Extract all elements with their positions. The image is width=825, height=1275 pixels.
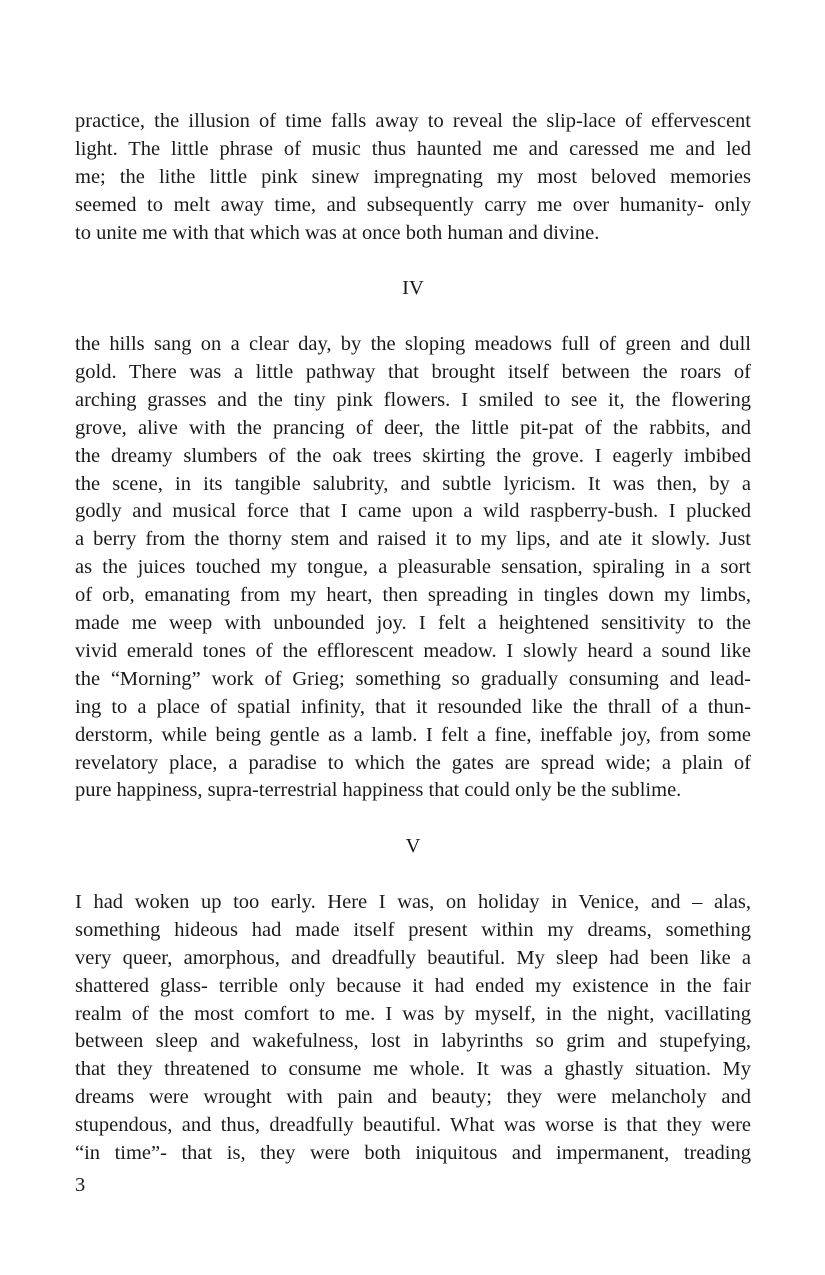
text-line: a berry from the thorny stem and raised it to my lips, and ate it slowly. Just	[75, 528, 751, 551]
text-line: derstorm, while being gentle as a lamb. I felt a fine, ineffable joy, from some	[75, 723, 751, 746]
spacer	[75, 247, 751, 275]
text-line: the “Morning” work of Grieg; something so gradually consuming and lead-	[75, 667, 751, 690]
text-line: revelatory place, a paradise to which the gates are spread wide; a plain of	[75, 751, 751, 774]
text-line: of orb, emanating from my heart, then spreading in tingles down my limbs,	[75, 584, 751, 607]
spacer	[75, 303, 751, 331]
text-line: vivid emerald tones of the efflorescent meadow. I slowly heard a sound like	[75, 639, 751, 662]
text-line: realm of the most comfort to me. I was by myself, in the night, vacillating	[75, 1002, 751, 1025]
section-heading-v: V	[405, 835, 421, 858]
paragraph-2	[75, 331, 751, 805]
text-line: grove, alive with the prancing of deer, the little pit-pat of the rabbits, and	[75, 416, 751, 439]
text-line: pure happiness, supra-terrestrial happiness that could only be the sublime.	[75, 779, 682, 802]
spacer	[75, 805, 751, 833]
text-line: the dreamy slumbers of the oak trees skirting the grove. I eagerly imbibed	[75, 444, 751, 467]
text-line: between sleep and wakefulness, lost in labyrinths so grim and stupefying,	[75, 1030, 751, 1053]
text-line: “in time”- that is, they were both iniquitous and impermanent, treading	[75, 1141, 751, 1164]
text-line: gold. There was a little pathway that brought itself between the roars of	[75, 361, 751, 384]
text-line: practice, the illusion of time falls away to reveal the slip-lace of effervescent	[75, 110, 751, 132]
text-line: arching grasses and the tiny pink flowers. I smiled to see it, the flowering	[75, 388, 751, 411]
text-line: very queer, amorphous, and dreadfully beautiful. My sleep had been like a	[75, 946, 751, 969]
paragraph-1	[75, 108, 751, 247]
paragraph-3	[75, 889, 751, 1168]
text-line: me; the lithe little pink sinew impregnating my most beloved memories	[75, 165, 751, 188]
text-line: that they threatened to consume me whole. It was a ghastly situation. My	[75, 1058, 751, 1081]
page-number: 3	[75, 1174, 86, 1196]
section-heading-iv: IV	[402, 277, 424, 300]
text-line: as the juices touched my tongue, a pleasurable sensation, spiraling in a sort	[75, 556, 751, 579]
text-line: dreams were wrought with pain and beauty; they were melancholy and	[75, 1086, 751, 1109]
text-line: the hills sang on a clear day, by the sloping meadows full of green and dull	[75, 333, 751, 356]
text-line: I had woken up too early. Here I was, on holiday in Venice, and – alas,	[75, 890, 751, 913]
text-line: the scene, in its tangible salubrity, and subtle lyricism. It was then, by a	[75, 472, 751, 495]
text-line: stupendous, and thus, dreadfully beautiful. What was worse is that they were	[75, 1114, 751, 1137]
text-line: something hideous had made itself present within my dreams, something	[75, 918, 751, 941]
text-line: made me weep with unbounded joy. I felt a heightened sensitivity to the	[75, 612, 751, 635]
spacer	[75, 861, 751, 889]
text-line: ing to a place of spatial infinity, that it resounded like the thrall of a thun-	[75, 695, 751, 718]
text-line: seemed to melt away time, and subsequently carry me over humanity- only	[75, 193, 751, 216]
text-line: godly and musical force that I came upon a wild raspberry-bush. I plucked	[75, 500, 751, 523]
text-line: to unite me with that which was at once both human and divine.	[75, 221, 600, 244]
text-line: light. The little phrase of music thus haunted me and caressed me and led	[75, 137, 751, 160]
text-line: shattered glass- terrible only because it had ended my existence in the fair	[75, 974, 751, 997]
page-body	[75, 108, 751, 1168]
